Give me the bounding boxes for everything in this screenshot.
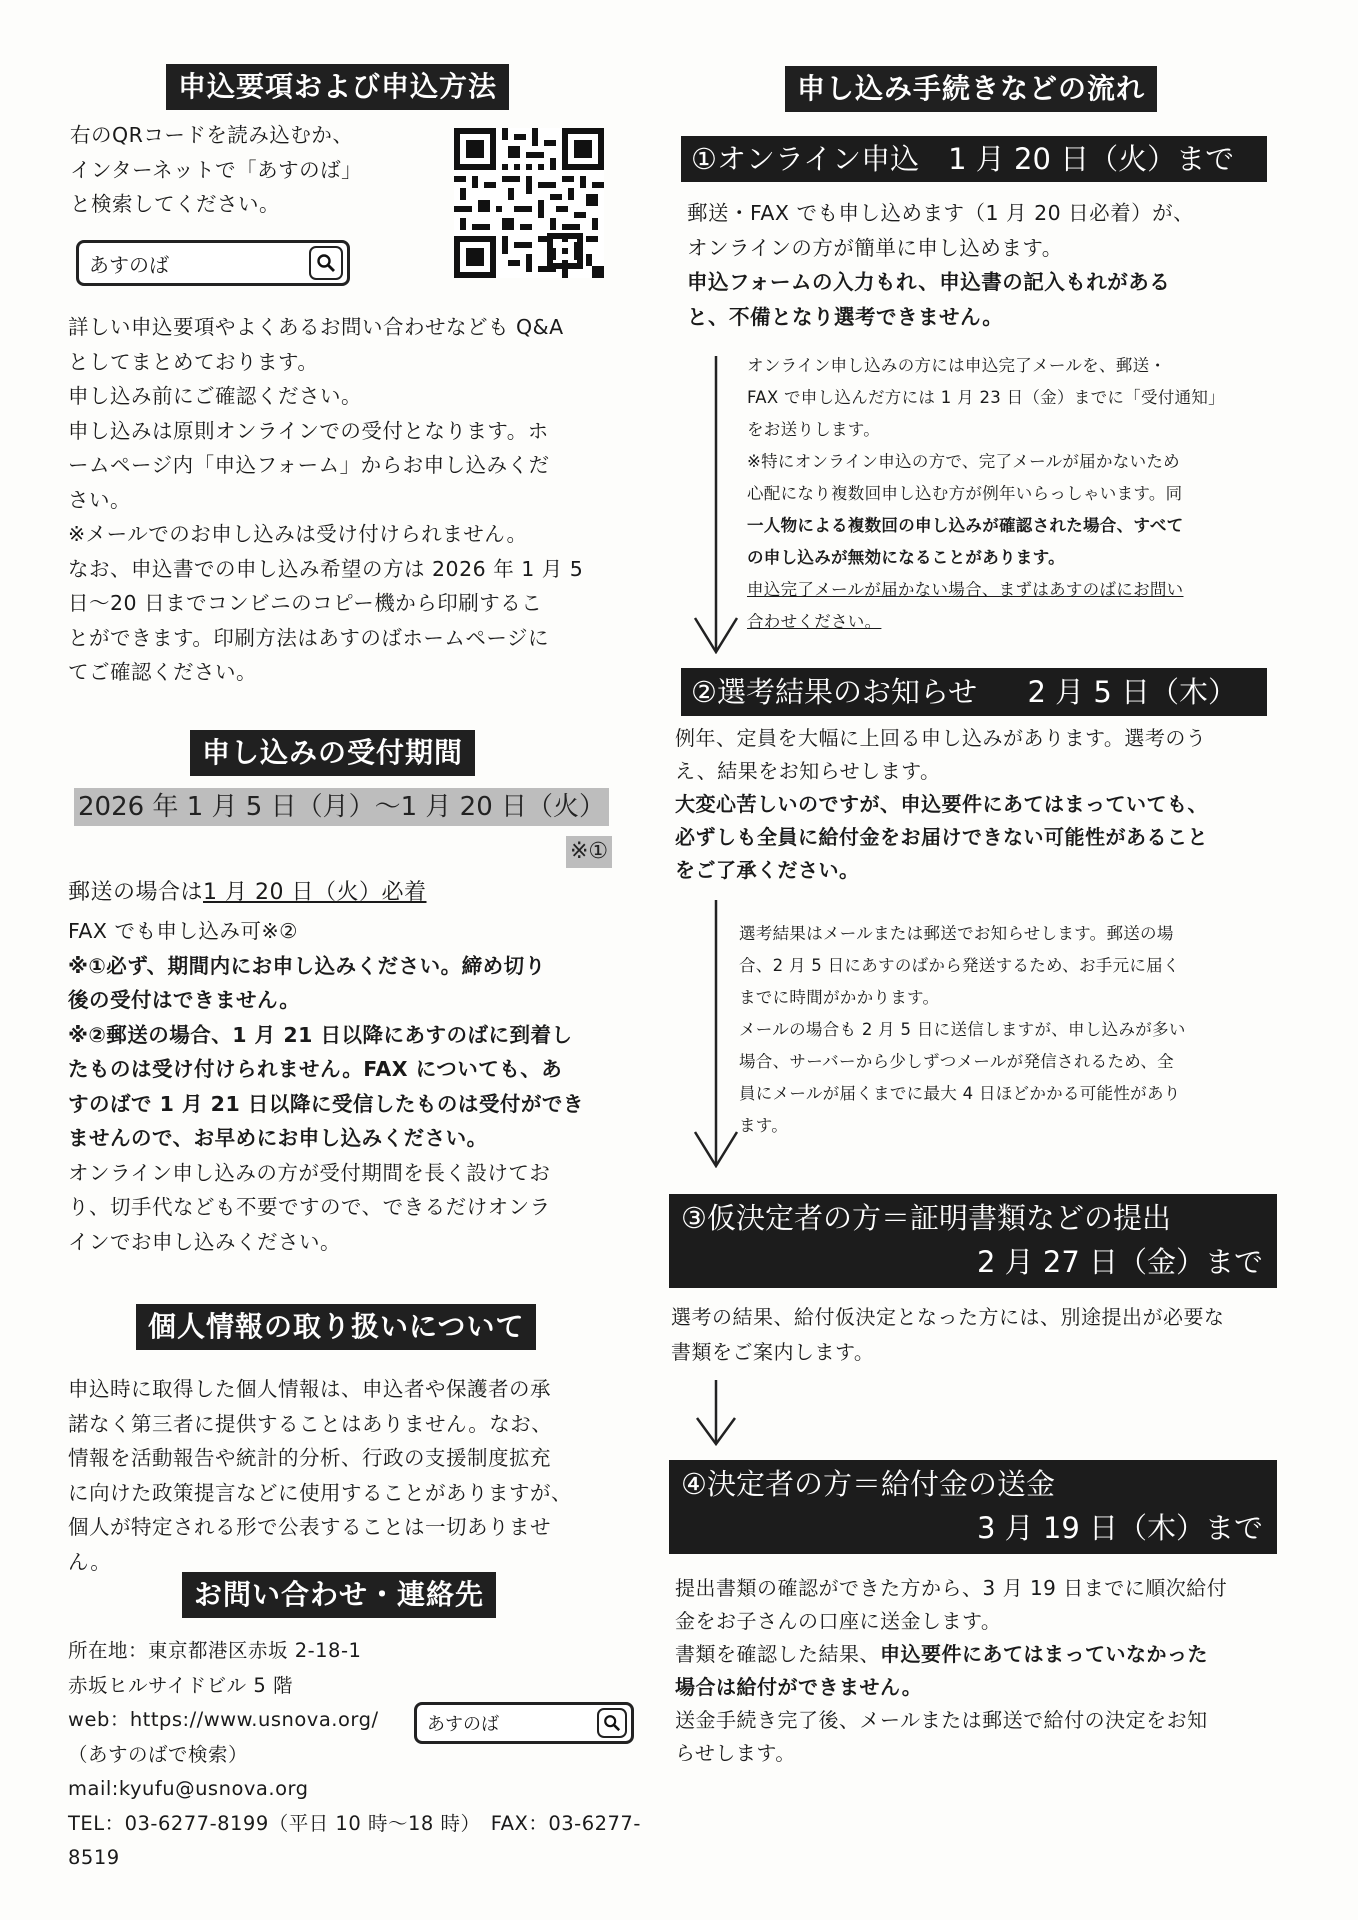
step4-text: [675, 1572, 1275, 1770]
tel-fax-line: [68, 1807, 688, 1876]
body-line: オンラインの方が簡単に申し込めます。: [687, 235, 1063, 260]
body-line: としてまとめております。: [68, 349, 319, 374]
note-line: メールの場合も 2 月 5 日に送信しますが、申し込みが多い: [739, 1020, 1186, 1039]
note-line: までに時間がかかります。: [739, 988, 940, 1007]
search-button[interactable]: [597, 1708, 627, 1738]
search-box[interactable]: [76, 240, 350, 286]
fax: FAX：03-6277-8519: [68, 1811, 641, 1869]
section-heading-privacy: 個人情報の取り扱いについて: [136, 1304, 536, 1350]
step1-bar: ①オンライン申込 1 月 20 日（火）まで: [681, 136, 1267, 182]
body-line: ※メールでのお申し込みは受け付けられません。: [68, 522, 528, 546]
section-heading-period: 申し込みの受付期間: [190, 730, 475, 776]
body-line: 提出書類の確認ができた方から、3 月 19 日までに順次給付: [675, 1576, 1228, 1600]
search-box-contact[interactable]: [414, 1702, 634, 1744]
body-line: 送金手続き完了後、メールまたは郵送で給付の決定をお知: [675, 1708, 1208, 1732]
body-line: 金をお子さんの口座に送金します。: [675, 1609, 1002, 1633]
fax-line: FAX でも申し込み可※②: [68, 919, 299, 943]
step3-bar: [669, 1194, 1277, 1288]
tel: TEL：03-6277-8199（平日 10 時～18 時）: [68, 1811, 471, 1835]
note-line: 員にメールが届くまでに最大 4 日ほどかかる可能性があり: [739, 1084, 1181, 1103]
note-line: オンライン申し込みの方には申込完了メールを、郵送・: [747, 356, 1167, 375]
step4-date: 3 月 19 日（木）まで: [976, 1511, 1263, 1545]
note-line-underline: 合わせください。: [747, 612, 882, 631]
mixed-bold: 申込要件にあてはまっていなかった: [880, 1642, 1208, 1666]
mail-prefix: 郵送の場合は: [68, 880, 204, 905]
bold-line: ませんので、お早めにお申し込みください。: [68, 1126, 488, 1150]
mail-address[interactable]: mail:kyufu@usnova.org: [68, 1777, 309, 1800]
note-line: ます。: [739, 1116, 789, 1135]
address: 所在地：東京都港区赤坂 2-18-1: [68, 1639, 362, 1662]
section-heading-flow: 申し込み手続きなどの流れ: [785, 66, 1157, 112]
arrow-down-icon: [691, 356, 741, 654]
step4-title: ④決定者の方＝給付金の送金: [681, 1467, 1055, 1501]
note-line: をお送りします。: [747, 420, 881, 439]
body-line: 例年、定員を大幅に上回る申し込みがあります。選考のう: [675, 726, 1207, 750]
web-link[interactable]: web：https://www.usnova.org/: [68, 1708, 379, 1731]
body-line: 選考の結果、給付仮決定となった方には、別途提出が必要な: [671, 1305, 1225, 1329]
step2-notes: [739, 918, 1269, 1142]
search-box-text: あすのば: [89, 252, 169, 277]
body-line: 申し込みは原則オンラインでの受付となります。ホ: [68, 418, 549, 443]
note-line: ※特にオンライン申込の方で、完了メールが届かないため: [747, 452, 1180, 471]
body-line: 日～20 日までコンビニのコピー機から印刷するこ: [68, 591, 543, 615]
contact-info: [68, 1634, 688, 1876]
bold-line: 必ずしも全員に給付金をお届けできない可能性があること: [675, 825, 1208, 849]
arrow-down-icon: [693, 1380, 739, 1446]
body-line: 書類をご案内します。: [671, 1339, 875, 1364]
web-note: （あすのばで検索）: [68, 1742, 249, 1766]
privacy-text: [68, 1372, 648, 1579]
bold-line: 大変心苦しいのですが、申込要件にあてはまっていても、: [675, 792, 1208, 816]
body-line: とができます。印刷方法はあすのばホームページに: [68, 625, 549, 650]
section-heading-contact: お問い合わせ・連絡先: [182, 1572, 496, 1618]
note-line: 選考結果はメールまたは郵送でお知らせします。郵送の場: [739, 924, 1174, 943]
body-line: 申し込み前にご確認ください。: [68, 384, 362, 408]
bold-line: ※②郵送の場合、1 月 21 日以降にあすのばに到着し: [68, 1022, 573, 1047]
step3-title: ③仮決定者の方＝証明書類などの提出: [681, 1201, 1171, 1235]
step3-date: 2 月 27 日（金）まで: [976, 1245, 1263, 1279]
body-line: に向けた政策提言などに使用することがありますが、: [68, 1480, 572, 1505]
note-line: 場合、サーバーから少しずつメールが発信されるため、全: [739, 1052, 1174, 1071]
body-line: ん。: [68, 1549, 112, 1574]
mixed-prefix: 書類を確認した結果、: [675, 1642, 880, 1666]
note-line: FAX で申し込んだ方には 1 月 23 日（金）までに「受付通知」: [747, 388, 1225, 407]
body-line: オンライン申し込みの方が受付期間を長く設けてお: [68, 1160, 551, 1185]
step2-date: 2 月 5 日（木）: [1027, 675, 1237, 709]
bold-line: と、不備となり選考できません。: [687, 304, 1004, 329]
bold-line: 申込フォームの入力もれ、申込書の記入もれがある: [687, 270, 1171, 294]
body-line: 諾なく第三者に提供することはありません。なお、: [68, 1411, 553, 1436]
body-line: 情報を活動報告や統計的分析、行政の支援制度拡充: [68, 1446, 551, 1470]
intro-text: [70, 118, 410, 222]
intro-line: と検索してください。: [70, 192, 280, 216]
arrow-down-icon: [691, 900, 741, 1168]
bold-line: をご了承ください。: [675, 858, 860, 882]
section-heading-application: 申込要項および申込方法: [166, 64, 509, 110]
body-line: てご確認ください。: [68, 660, 257, 684]
period-details: [68, 914, 648, 1259]
application-period-dates: 2026 年 1 月 5 日（月）～1 月 20 日（火）: [74, 788, 609, 826]
body-line: り、切手代なども不要ですので、できるだけオンラ: [68, 1195, 551, 1219]
magnifier-icon: [316, 253, 336, 273]
intro-line: インターネットで「あすのば」: [70, 157, 363, 182]
note-mark: ※①: [566, 836, 612, 868]
mail-deadline: 1 月 20 日（火）必着: [203, 880, 427, 905]
body-line: 個人が特定される形で公表することは一切ありませ: [68, 1515, 551, 1539]
search-box-text: あすのば: [427, 1714, 499, 1735]
step2-title: ②選考結果のお知らせ: [691, 675, 978, 709]
body-line: ームページ内「申込フォーム」からお申し込みくだ: [68, 453, 550, 477]
body-line: インでお申し込みください。: [68, 1229, 341, 1254]
step2-text: [675, 722, 1275, 887]
bold-line: すのばで 1 月 21 日以降に受信したものは受付ができ: [68, 1091, 584, 1116]
body-line: 申込時に取得した個人情報は、申込者や保護者の承: [68, 1377, 551, 1401]
bold-line: 後の受付はできません。: [68, 988, 301, 1012]
note-line-bold: 一人物による複数回の申し込みが確認された場合、すべて: [747, 516, 1184, 535]
qr-code[interactable]: [454, 128, 604, 278]
body-line: 郵送・FAX でも申し込めます（1 月 20 日必着）が、: [687, 201, 1195, 225]
step2-bar: [681, 668, 1267, 716]
step4-bar: [669, 1460, 1277, 1554]
note-line-bold: の申し込みが無効になることがあります。: [747, 548, 1065, 567]
step3-text: [671, 1300, 1271, 1369]
note-line: 心配になり複数回申し込む方が例年いらっしゃいます。同: [747, 484, 1183, 503]
body-line: え、結果をお知らせします。: [675, 759, 941, 783]
mail-deadline-line: [68, 876, 648, 911]
body-line: なお、申込書での申し込み希望の方は 2026 年 1 月 5: [68, 556, 584, 581]
body-line: さい。: [68, 487, 131, 512]
mixed-line: [675, 1638, 1275, 1671]
step1-text: [687, 196, 1267, 334]
intro-line: 右のQRコードを読み込むか、: [70, 123, 354, 147]
bold-line: 場合は給付ができません。: [675, 1675, 923, 1699]
bold-line: たものは受け付けられません。FAX についても、あ: [68, 1057, 563, 1081]
building: 赤坂ヒルサイドビル 5 階: [68, 1673, 293, 1697]
body-line: らせします。: [675, 1741, 796, 1765]
magnifier-icon: [603, 1714, 621, 1732]
application-body: [68, 310, 648, 690]
bold-line: ※①必ず、期間内にお申し込みください。締め切り: [68, 953, 546, 978]
search-button[interactable]: [309, 246, 343, 280]
note-line-underline: 申込完了メールが届かない場合、まずはあすのばにお問い: [747, 580, 1184, 599]
step1-notes: [747, 350, 1267, 638]
note-line: 合、2 月 5 日にあすのばから発送するため、お手元に届く: [739, 956, 1180, 975]
body-line: 詳しい申込要項やよくあるお問い合わせなども Q&A: [68, 315, 564, 339]
